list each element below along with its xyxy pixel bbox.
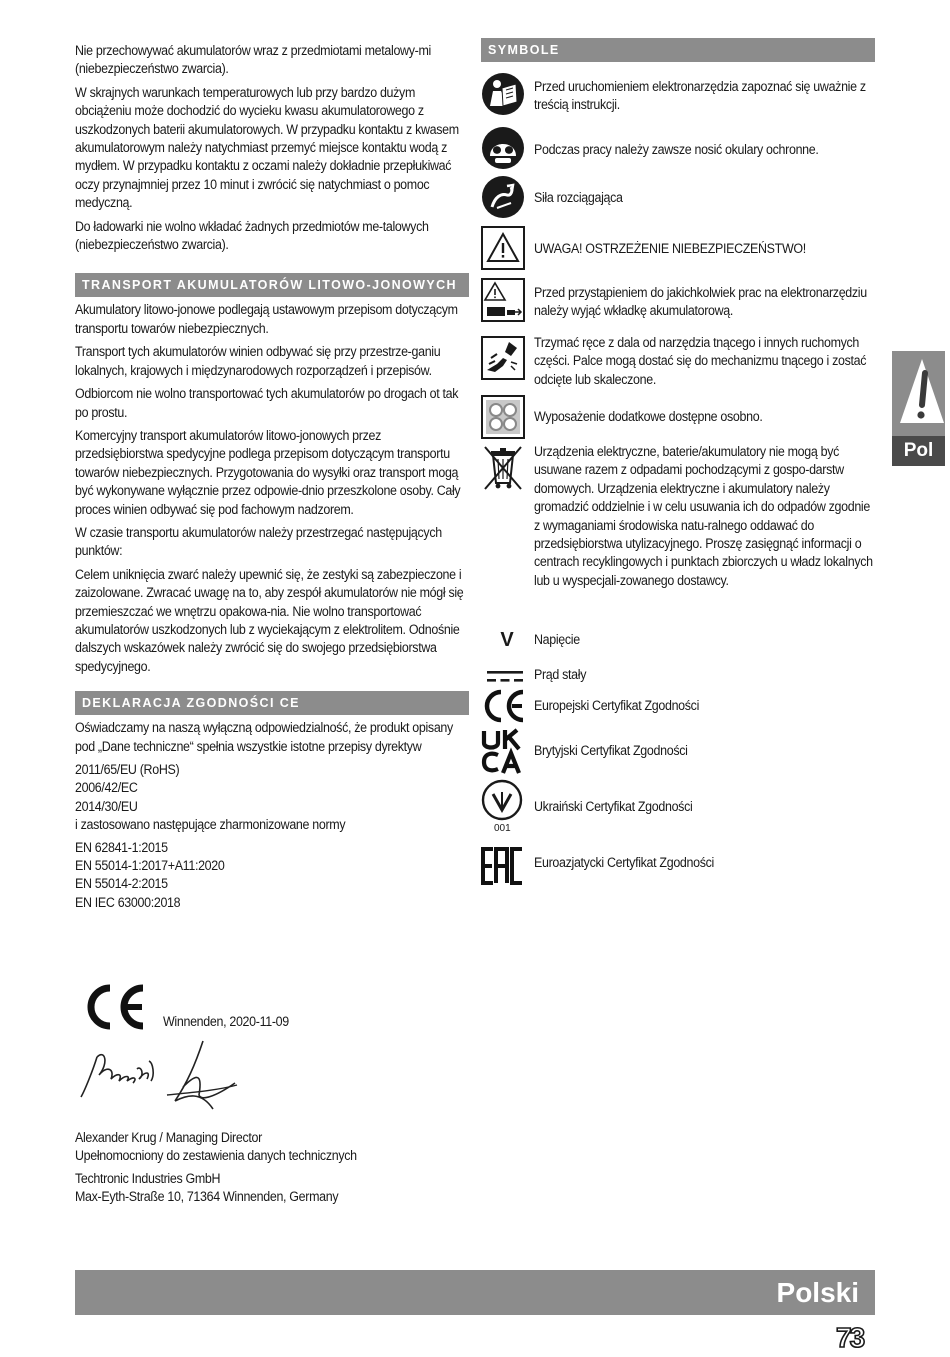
company-address: Max-Eyth-Straße 10, 71364 Winnenden, Germany [75,1189,339,1205]
company-name: Techtronic Industries GmbH [75,1170,221,1186]
intro-paragraph-2: W skrajnych warunkach temperaturowych lub przy bardzo dużym obciążeniu może dochodzić do wycieku kwasu akumulatorowego z uszkodzonych baterii akumulatorowych. W przypadku kontaktu z kwasem akumulatorowym należy natychmiast przemyć miejsce kontaktu wodą z mydłem. W przypadku kontaktu z oczami należy dokładnie przepłukiwać oczy przynajmniej przez 10 minut i zwrócić się natychmiast o pomoc medyczną. [75,84,459,211]
symbol-text-remove-battery: Przed przystąpieniem do jakichkolwiek prac na elektronarzędziu należy wyjąć wkładkę akumulatorową. [534,285,867,319]
intro-paragraph-1: Nie przechowywać akumulatorów wraz z przedmiotami metalowy-mi (niebezpieczeństwo zwarcia). [75,43,431,77]
directive-1: 2011/65/EU (RoHS) [75,762,180,777]
symbol-text-warning: UWAGA! OSTRZEŻENIE NIEBEZPIECZEŃSTWO! [534,241,806,256]
symbol-text-keep-hands-away: Trzymać ręce z dala od narzędzia tnącego i innych ruchomych części. Palce mogą dostać się do mechanizmu tnącego i zostać odcięte lub skaleczone. [534,335,867,387]
warning-tab-icon [892,351,945,436]
left-column [75,42,469,917]
signatory-block [75,1129,473,1166]
norms-list [75,839,467,913]
ce-declaration-heading: DEKLARACJA ZGODNOŚCI CE [75,691,469,715]
transport-heading: TRANSPORT AKUMULATORÓW LITOWO-JONOWYCH [75,273,469,297]
transport-paragraph-3: Odbiorcom nie wolno transportować tych akumulatorów po drogach ot tak po prostu. [75,386,459,420]
symbol-text-voltage: Napięcie [534,632,580,647]
ce-mark-icon [481,684,525,728]
transport-paragraph-4: Komercyjny transport akumulatorów litowo-jonowych przez przedsiębiorstwa spedycyjne podlega przepisom dotyczącym transportu towarów niebezpiecznych. Przygotowania do wysyłki oraz transport mogą być wykonywane wyłącznie przez odpowie-dnio przeszkolone osoby. Cały proces winien odbywać się pod fachowym nadzorem. [75,427,461,517]
directive-4: i zastosowano następujące zharmonizowane normy [75,817,346,833]
directive-3: 2014/30/EU [75,798,138,814]
voltage-glyph: V [500,628,514,651]
weee-bin-icon [481,446,525,490]
symbols-column [481,38,875,898]
symbol-text-ukca: Brytyjski Certyfikat Zgodności [534,743,688,758]
footer-bar [75,1270,875,1315]
transport-paragraph-1: Akumulatory litowo-jonowe podlegają ustawowym przepisom dotyczącym transportu towarów niebezpiecznych. [75,302,458,336]
norm-4: EN IEC 63000:2018 [75,894,181,910]
ukrsepro-code: 001 [494,823,511,834]
symbol-text-read-manual: Przed uruchomieniem elektronarzędzia zapoznać się uważnie z treścią instrukcji. [534,79,866,113]
transport-paragraph-6: Celem uniknięcia zwarć należy upewnić się, że zestyki są zabezpieczone i zaizolowane. Zwracać uwagę na to, aby zespół akumulatorów nie mógł się przemieszczać we wnętrzu opakowa-nia. Nie wolno transportować akumulatorów uszkodzonych lub z wyciekającym z elektrolitem. Odnośnie dalszych wskazówek należy zwrócić się do swojego przedsiębiorstwa spedycyjnego. [75,566,464,674]
symbols-heading: SYMBOLE [481,38,875,62]
norm-2: EN 55014-1:2017+A11:2020 [75,858,225,874]
norm-1: EN 62841-1:2015 [75,839,168,855]
symbol-text-goggles: Podczas pracy należy zawsze nosić okulary ochronne. [534,142,819,157]
eac-mark-icon [481,844,525,888]
ukca-mark-icon [481,728,525,774]
page-number: 73 [836,1322,864,1353]
language-side-tab [892,351,945,466]
footer-language: Polski [776,1277,859,1308]
symbol-text-tensile-force: Siła rozciągająca [534,190,623,205]
signatory-name: Alexander Krug / Managing Director [75,1130,262,1145]
directives-list [75,761,467,835]
transport-paragraph-2: Transport tych akumulatorów winien odbywać się przy przestrze-ganiu lokalnych, krajowych i międzynarodowych rozporządzeń i przepisów. [75,344,441,378]
symbol-text-ce: Europejski Certyfikat Zgodności [534,698,700,713]
tensile-force-icon [481,175,525,219]
symbol-text-direct-current: Prąd stały [534,667,587,682]
directive-2: 2006/42/EC [75,780,138,796]
signature [75,1035,245,1120]
company-block [75,1170,473,1207]
symbol-text-accessory: Wyposażenie dodatkowe dostępne osobno. [534,409,763,424]
symbol-text-ukrsepro: Ukraiński Certyfikat Zgodności [534,799,693,814]
ce-mark-logo [80,984,146,1030]
side-tab-label: Pol [892,436,945,466]
symbol-text-weee: Urządzenia elektryczne, baterie/akumulatory nie mogą być usuwane razem z odpadami pochodzącymi z gospo-darstw domowych. Urządzenia elektryczne i akumulatory należy gromadzić oddzielnie i w celu usuwania ich do odpadów zgodnie z wymaganiami środowiska natu-ralnego oddawać do przedsiębiorstwa utylizacyjnego. Proszę zasięgnąć informacji o centrach recyklingowych i punktach zbiorczych u władz lokalnych lub u wyspecjali-zowanego dostawcy. [534,444,873,588]
place-date: Winnenden, 2020-11-09 [163,1014,289,1029]
norm-3: EN 55014-2:2015 [75,876,168,892]
signatory-role: Upełnomocniony do zestawienia danych technicznych [75,1148,357,1164]
warning-triangle-icon [481,226,525,270]
read-manual-icon [481,72,525,116]
intro-paragraph-3: Do ładowarki nie wolno wkładać żadnych przedmiotów me-talowych (niebezpieczeństwo zwarcia). [75,218,429,253]
keep-hands-away-icon [481,336,525,380]
symbol-text-eac: Euroazjatycki Certyfikat Zgodności [534,855,714,870]
transport-paragraph-5: W czasie transportu akumulatorów należy przestrzegać następujących punktów: [75,524,442,559]
accessory-icon [481,395,525,439]
ce-declaration-paragraph: Oświadczamy na naszą wyłączną odpowiedzialność, że produkt opisany pod „Dane techniczne“ spełnia wszystkie istotne przepisy dyrektyw [75,720,453,754]
safety-goggles-icon [481,126,525,170]
remove-battery-icon [481,278,525,322]
